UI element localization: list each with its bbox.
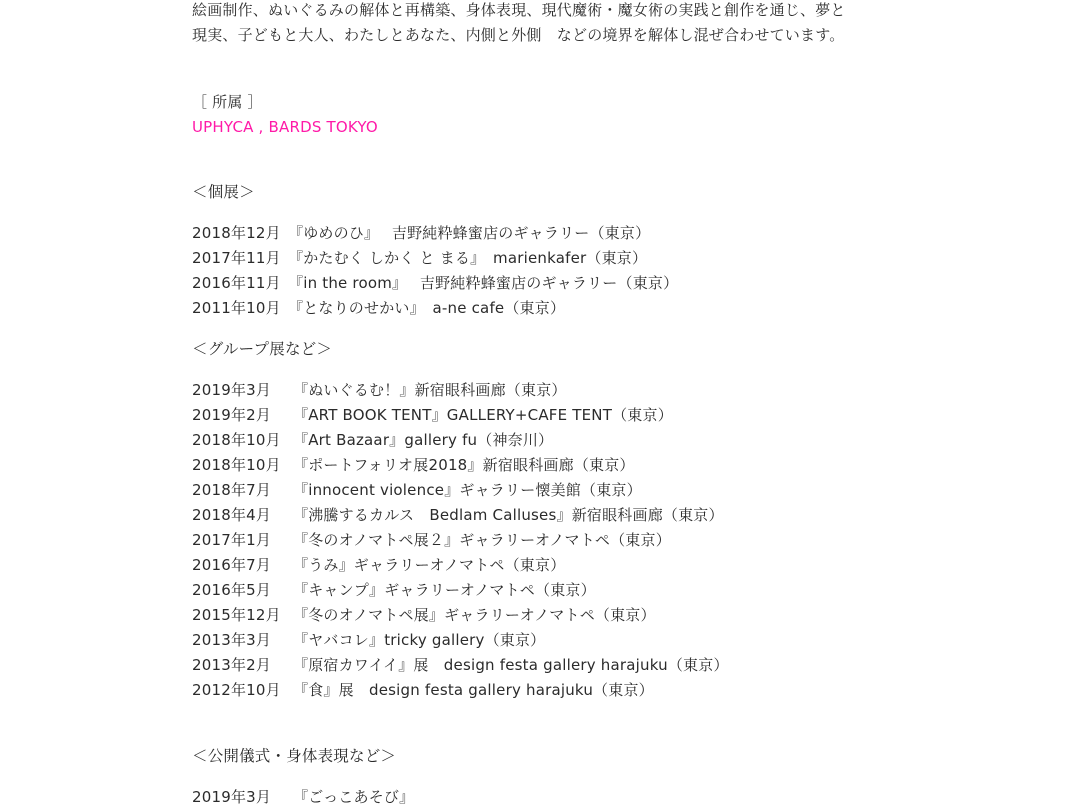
exhibition-date: 2019年2月 (192, 406, 272, 424)
uphyca-link[interactable]: UPHYCA (192, 118, 254, 136)
profile-content (192, 0, 912, 806)
exhibition-date: 2013年3月 (192, 631, 272, 649)
exhibition-title: 『うみ』ギャラリーオノマトペ（東京） (293, 556, 566, 574)
exhibition-date: 2018年4月 (192, 506, 272, 524)
exhibition-date: 2015年12月 (192, 606, 281, 624)
exhibition-title: 『ポートフォリオ展2018』新宿眼科画廊（東京） (293, 456, 635, 474)
exhibition-title: 『ヤバコレ』tricky gallery（東京） (293, 631, 546, 649)
exhibition-title: 『となりのせかい』 a-ne cafe（東京） (288, 299, 566, 317)
list-item (192, 221, 678, 246)
group-exhibitions-list (192, 378, 729, 703)
list-item (192, 785, 414, 810)
exhibition-date: 2012年10月 (192, 681, 281, 699)
list-item (192, 478, 729, 503)
exhibition-title: 『ぬいぐるむ！』新宿眼科画廊（東京） (293, 381, 567, 399)
list-item (192, 578, 729, 603)
bards-tokyo-link[interactable]: BARDS TOKYO (268, 118, 378, 136)
exhibition-title: 『ゆめのひ』 吉野純粋蜂蜜店のギャラリー（東京） (288, 224, 651, 242)
list-item (192, 628, 729, 653)
exhibition-date: 2019年3月 (192, 381, 272, 399)
exhibition-title: 『原宿カワイイ』展 design festa gallery harajuku（東京） (293, 656, 729, 674)
exhibition-title: 『冬のオノマトペ展２』ギャラリーオノマトペ（東京） (293, 531, 671, 549)
list-item (192, 378, 729, 403)
list-item (192, 428, 729, 453)
list-item (192, 553, 729, 578)
exhibition-title: 『食』展 design festa gallery harajuku（東京） (293, 681, 654, 699)
affiliation-links (192, 115, 378, 140)
ritual-performance-heading: ＜公開儀式・身体表現など＞ (192, 747, 397, 765)
exhibition-title: 『沸騰するカルス Bedlam Calluses』新宿眼科画廊（東京） (293, 506, 724, 524)
exhibition-date: 2013年2月 (192, 656, 272, 674)
intro-paragraph (192, 0, 912, 48)
exhibition-title: 『かたむく しかく と まる』 marienkafer（東京） (288, 249, 648, 267)
list-item (192, 528, 729, 553)
list-item (192, 503, 729, 528)
list-item (192, 453, 729, 478)
exhibition-date: 2017年1月 (192, 531, 272, 549)
exhibition-date: 2018年10月 (192, 456, 281, 474)
exhibition-title: 『Art Bazaar』gallery fu（神奈川） (293, 431, 554, 449)
intro-line: 絵画制作、ぬいぐるみの解体と再構築、身体表現、現代魔術・魔女術の実践と創作を通じ、夢と (192, 1, 846, 19)
list-item (192, 296, 678, 321)
intro-line: 現実、子どもと大人、わたしとあなた、内側と外側 などの境界を解体し混ぜ合わせています。 (192, 26, 845, 44)
affiliation-label: ［ 所属 ］ (192, 93, 263, 111)
list-item (192, 271, 678, 296)
solo-exhibitions-heading: ＜個展＞ (192, 183, 255, 201)
exhibition-date: 2017年11月 (192, 249, 281, 267)
exhibition-title: 『冬のオノマトペ展』ギャラリーオノマトペ（東京） (293, 606, 656, 624)
list-item (192, 403, 729, 428)
exhibition-date: 2016年5月 (192, 581, 272, 599)
list-item (192, 246, 678, 271)
performance-title: 『ごっこあそび』 (293, 788, 415, 806)
exhibition-date: 2018年7月 (192, 481, 272, 499)
exhibition-title: 『ART BOOK TENT』GALLERY+CAFE TENT（東京） (293, 406, 673, 424)
list-item (192, 603, 729, 628)
performance-date: 2019年3月 (192, 788, 272, 806)
group-exhibitions-heading: ＜グループ展など＞ (192, 340, 333, 358)
exhibition-date: 2016年7月 (192, 556, 272, 574)
list-item (192, 653, 729, 678)
exhibition-title: 『in the room』 吉野純粋蜂蜜店のギャラリー（東京） (288, 274, 679, 292)
solo-exhibitions-list (192, 221, 678, 321)
exhibition-date: 2018年10月 (192, 431, 281, 449)
affiliation-separator: , (253, 118, 269, 136)
list-item (192, 678, 729, 703)
exhibition-date: 2016年11月 (192, 274, 281, 292)
exhibition-title: 『innocent violence』ギャラリー懐美館（東京） (293, 481, 642, 499)
exhibition-title: 『キャンプ』ギャラリーオノマトペ（東京） (293, 581, 596, 599)
exhibition-date: 2011年10月 (192, 299, 281, 317)
ritual-performance-list (192, 785, 414, 810)
exhibition-date: 2018年12月 (192, 224, 281, 242)
